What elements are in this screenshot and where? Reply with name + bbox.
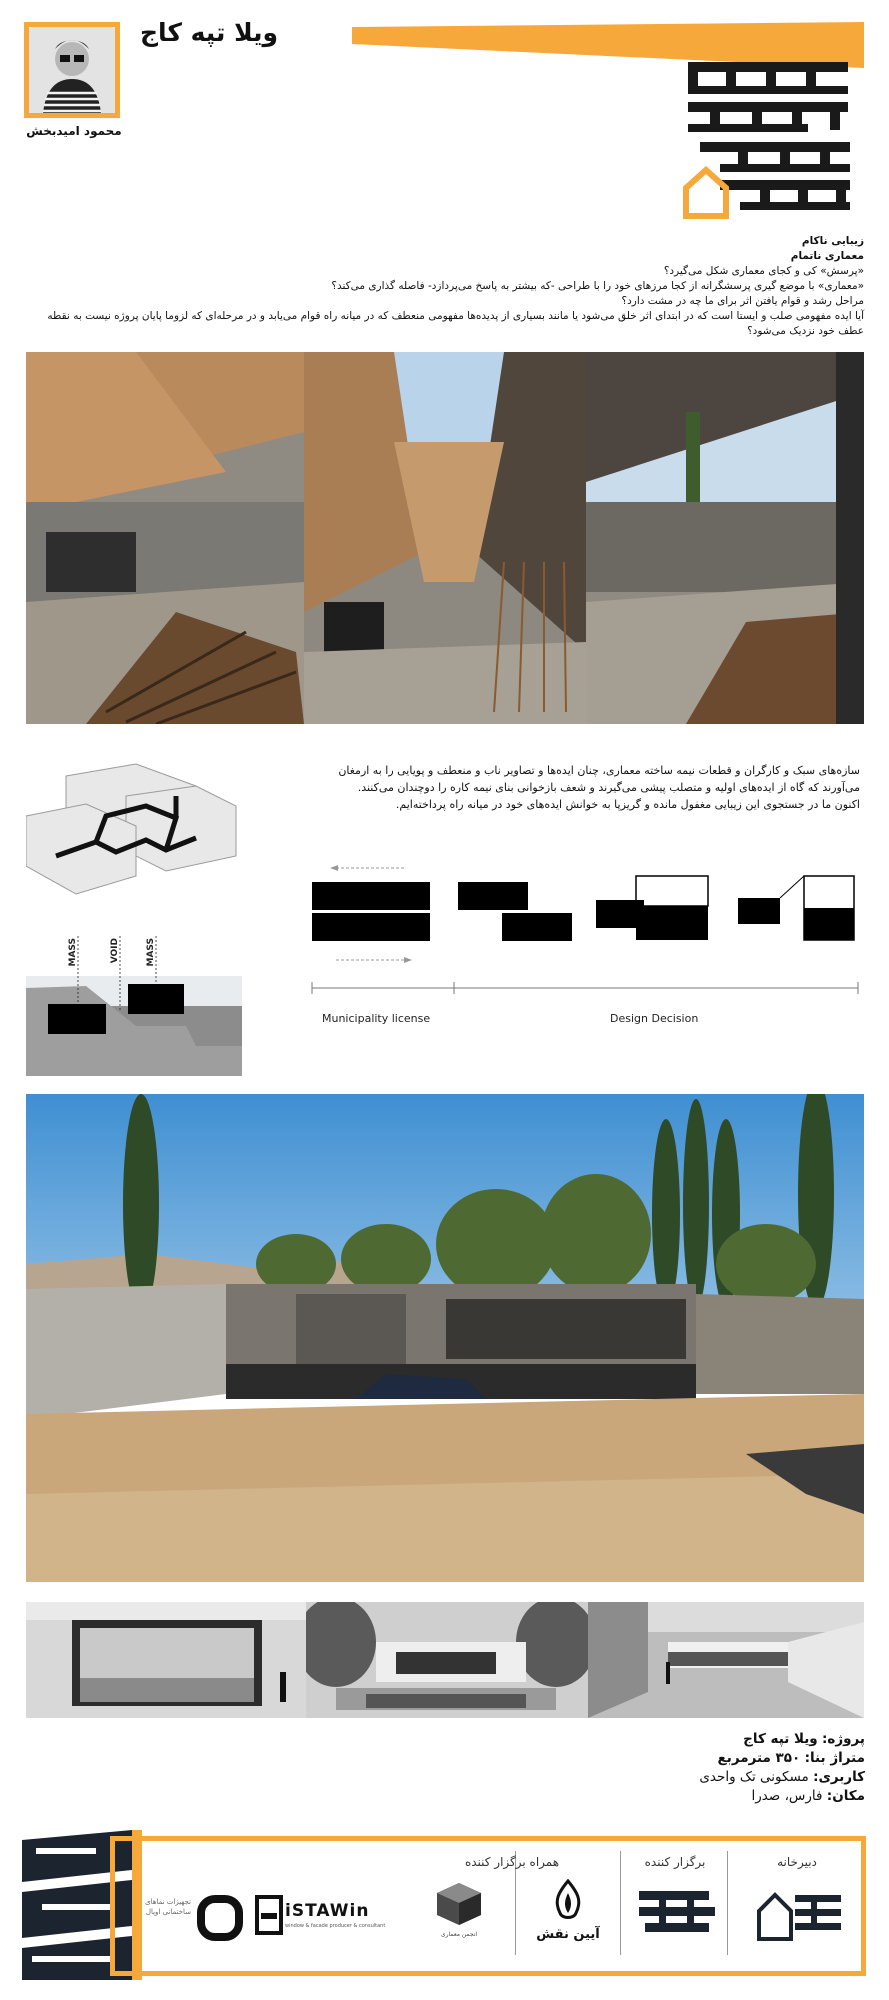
spec-value: مسکونی تک واحدی: [699, 1769, 809, 1785]
festival-logo-mark: [680, 56, 858, 224]
spec-row: [445, 1730, 865, 1749]
anjoman-logo: [411, 1881, 507, 1957]
anjoman-text: انجمن معماری: [440, 1931, 478, 1938]
spec-row: [445, 1787, 865, 1806]
spec-value: ویلا تپه کاج: [743, 1731, 818, 1747]
void-label: VOID: [110, 938, 120, 964]
shiraz-logo-icon: [755, 1881, 845, 1941]
co-organizer-heading: همراه برگزار کننده: [464, 1855, 560, 1869]
author-name: محمود امیدبخش: [26, 124, 122, 138]
istawin-text: iSTAWin: [285, 1901, 370, 1921]
istawin-logo: [255, 1895, 395, 1955]
description-line: سازه‌های سبک و کارگران و قطعات نیمه ساخته معماری، چنان ایده‌ها و تصاویر ناب و منعطف و پویایی را به ارمغان می‌آورند که گاه از ایده‌های اولیه و متصلب پیشی می‌گیرند و شعف بازخوانی بنای نیمه کاره را دوچندان می‌کنند.: [338, 764, 860, 794]
page-title: ویلا تپه کاج: [140, 18, 279, 47]
avaal-logo: [137, 1887, 247, 1953]
site-photo: [26, 1094, 864, 1582]
render-courtyard: [588, 1602, 864, 1718]
shiraz-logo: [755, 1881, 845, 1951]
cube-icon: [435, 1881, 483, 1927]
municipality-label: Municipality license: [322, 1012, 431, 1025]
intro-text: [24, 234, 864, 339]
ayeh-logo-icon: [635, 1881, 719, 1941]
section-diagram: [26, 926, 242, 1076]
ayeh-logo: [635, 1881, 719, 1951]
intro-line: معماری ناتمام: [790, 250, 864, 262]
spec-row: [445, 1749, 865, 1768]
construction-photo-3: [586, 352, 864, 724]
author-portrait: [24, 22, 120, 118]
intro-line: زیبایی ناکام: [801, 235, 864, 247]
construction-photo-2: [304, 352, 586, 724]
avaal-text: تجهیزات نماهای ساختمانی اوپال: [145, 1898, 191, 1916]
spec-value: فارس، صدرا: [751, 1788, 823, 1804]
intro-line: «معماری» با موضع گیری پرسشگرانه از کجا مرزهای خود را با طراحی -که بیشتر به پاسخ می‌پردازد- فاصله گذاری می‌کند؟: [331, 280, 864, 292]
render-interior: [26, 1602, 306, 1718]
istawin-subtext: window & facade producer & consultant: [285, 1923, 386, 1929]
person-icon: [29, 27, 115, 113]
mass-label: MASS: [68, 938, 78, 967]
spec-key: کاربری:: [813, 1769, 865, 1785]
design-decision-label: Design Decision: [610, 1012, 699, 1025]
axonometric-diagram: [26, 756, 246, 906]
mass-label: MASS: [146, 938, 156, 967]
construction-photo-1: [26, 352, 304, 724]
ring-icon: [195, 1893, 245, 1943]
flame-icon: [548, 1879, 588, 1923]
intro-line: «پرسش» کی و کجای معماری شکل می‌گیرد؟: [663, 265, 864, 277]
spec-key: مکان:: [826, 1788, 865, 1804]
design-evolution-diagram: [306, 860, 866, 1020]
sponsors-box: [110, 1836, 866, 1976]
window-icon: [255, 1895, 283, 1935]
ayin-naghsh-logo: [525, 1879, 611, 1957]
spec-value: ۳۵۰ مترمربع: [717, 1750, 801, 1766]
spec-key: پروژه:: [822, 1731, 865, 1747]
project-specs: [445, 1730, 865, 1806]
spec-key: متراژ بنا:: [804, 1750, 865, 1766]
intro-line: آیا ایده مفهومی صلب و ایستا است که در ابتدای اثر خلق می‌شود یا مانند بسیاری از پدیده‌ها مفهومی منعطف که در میانه راه قوام می‌یابد و در مرحله‌ای که لزوما پایان پروژه نیست به نقطه عطف خود نزدیک می‌شود؟: [47, 310, 864, 337]
ayin-naghsh-text: آیین نقش: [536, 1927, 600, 1942]
description-text: [300, 762, 860, 813]
festival-logo: [680, 56, 858, 224]
render-exterior: [306, 1602, 588, 1718]
secretariat-heading: دبیرخانه: [777, 1855, 817, 1869]
description-line: اکنون ما در جستجوی این زیبایی مغفول مانده و گریزپا به خوانش ایده‌های خود در میانه راه پرداخته‌ایم.: [395, 798, 860, 811]
spec-row: [445, 1768, 865, 1787]
organizer-heading: برگزار کننده: [644, 1855, 706, 1869]
intro-line: مراحل رشد و قوام یافتن اثر برای ما چه در مشت دارد؟: [621, 295, 864, 307]
